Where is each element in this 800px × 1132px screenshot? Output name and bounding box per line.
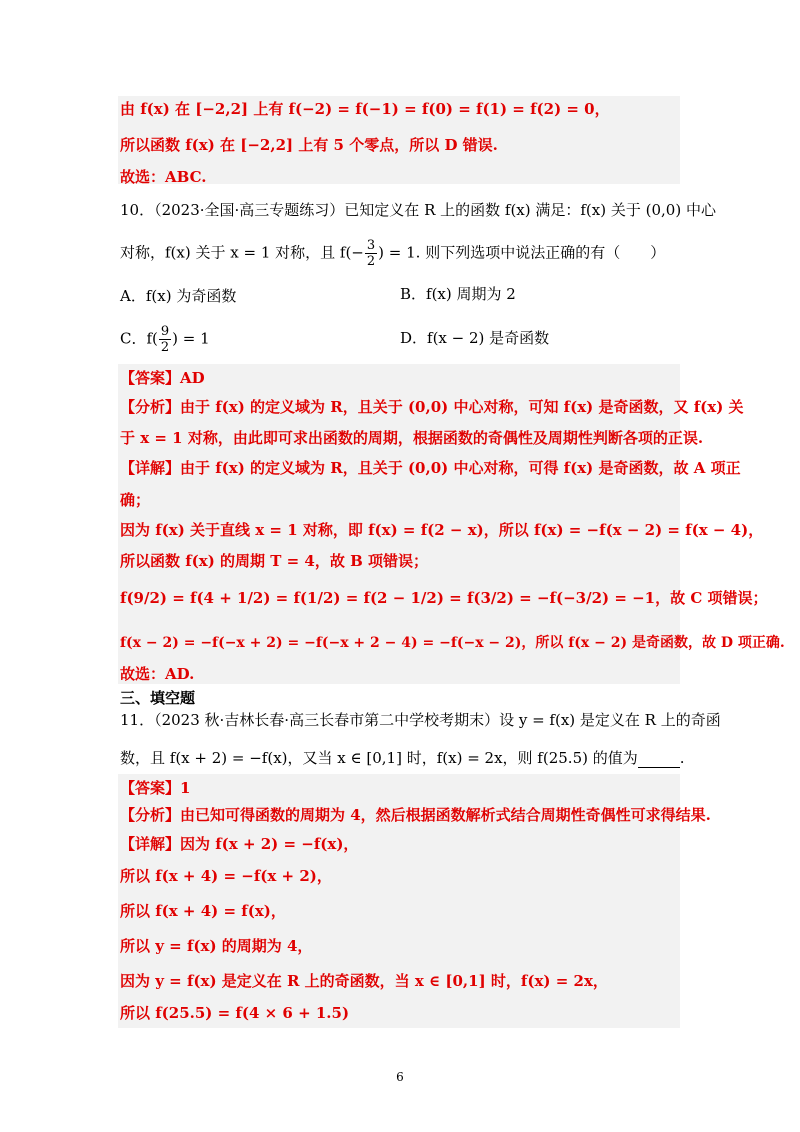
solution-10-detail-line-5: f(9/2) = f(4 + 1/2) = f(1/2) = f(2 − 1/2) = f(3/2) = −f(−3/2) = −1，故 C 项错误； [120,589,768,607]
solution-10-analysis-line-1: 【分析】由于 f(x) 的定义域为 R，且关于 (0,0) 中心对称，可知 f(x) 是奇函数，又 f(x) 关 [120,398,744,416]
solution-9-line-1: 由 f(x) 在 [−2,2] 上有 f(−2) = f(−1) = f(0) = f(1) = f(2) = 0， [120,100,610,118]
solution-11-detail-line-5: 因为 y = f(x) 是定义在 R 上的奇函数，当 x ∈ [0,1] 时，f(x) = 2x， [120,972,608,990]
option-b: B．f(x) 周期为 2 [400,285,516,303]
option-c: C．f( $\frac{9}{2}$ ) = 1 [120,324,210,355]
question-10-line-2 [120,238,665,269]
solution-10-detail-line-3: 因为 f(x) 关于直线 x = 1 对称，即 f(x) = f(2 − x)，所以 f(x) = −f(x − 2) = f(x − 4)， [120,521,764,539]
option-d: D．f(x − 2) 是奇函数 [400,329,550,347]
fraction-3-2: $\frac{3}{2}$ [366,238,376,269]
option-a: A．f(x) 为奇函数 [120,287,237,305]
solution-9-line-2: 所以函数 f(x) 在 [−2,2] 上有 5 个零点，所以 D 错误. [120,136,498,154]
solution-10-final-answer: 故选：AD. [120,665,195,683]
solution-9-final-answer: 故选：ABC. [120,168,207,186]
fraction-9-2: $\frac{9}{2}$ [160,324,170,355]
solution-11-detail-line-1: 【详解】因为 f(x + 2) = −f(x)， [120,835,359,853]
section-heading-fill-in: 三、填空题 [120,689,196,707]
question-10-line-1: 10．（2023·全国·高三专题练习）已知定义在 R 上的函数 f(x) 满足：f(x) 关于 (0,0) 中心 [120,201,716,219]
question-11-line-2: 数，且 f(x + 2) = −f(x)，又当 x ∈ [0,1] 时，f(x) = 2x，则 f(25.5) 的值为 . [120,749,685,767]
solution-11-answer: 【答案】1 [120,779,191,797]
solution-11-detail-line-6: 所以 f(25.5) = f(4 × 6 + 1.5) [120,1004,350,1022]
solution-11-detail-line-3: 所以 f(x + 4) = f(x)， [120,902,286,920]
question-10-line-2-b: ) = 1. 则下列选项中说法正确的有（ ） [378,243,666,262]
page-number: 6 [396,1070,404,1084]
answer-blank [638,751,680,768]
solution-10-analysis-line-2: 于 x = 1 对称，由此即可求出函数的周期，根据函数的奇偶性及周期性判断各项的正误. [120,429,704,447]
question-11-line-1: 11．（2023 秋·吉林长春·高三长春市第二中学校考期末）设 y = f(x) 是定义在 R 上的奇函 [120,711,721,729]
solution-10-answer: 【答案】AD [120,369,205,387]
solution-10-detail-line-4: 所以函数 f(x) 的周期 T = 4，故 B 项错误； [120,552,428,570]
solution-10-detail-line-2: 确； [120,491,151,509]
solution-10-detail-line-6: f(x − 2) = −f(−x + 2) = −f(−x + 2 − 4) = −f(−x − 2)，所以 f(x − 2) 是奇函数，故 D 项正确. [120,635,785,651]
solution-11-detail-line-2: 所以 f(x + 4) = −f(x + 2)， [120,867,332,885]
question-10-line-2-a: 对称，f(x) 关于 x = 1 对称，且 f(− [120,243,364,262]
solution-11-analysis: 【分析】由已知可得函数的周期为 4，然后根据函数解析式结合周期性奇偶性可求得结果. [120,806,711,824]
solution-10-detail-line-1: 【详解】由于 f(x) 的定义域为 R，且关于 (0,0) 中心对称，可得 f(x) 是奇函数，故 A 项正 [120,459,741,477]
solution-11-detail-line-4: 所以 y = f(x) 的周期为 4， [120,937,313,955]
